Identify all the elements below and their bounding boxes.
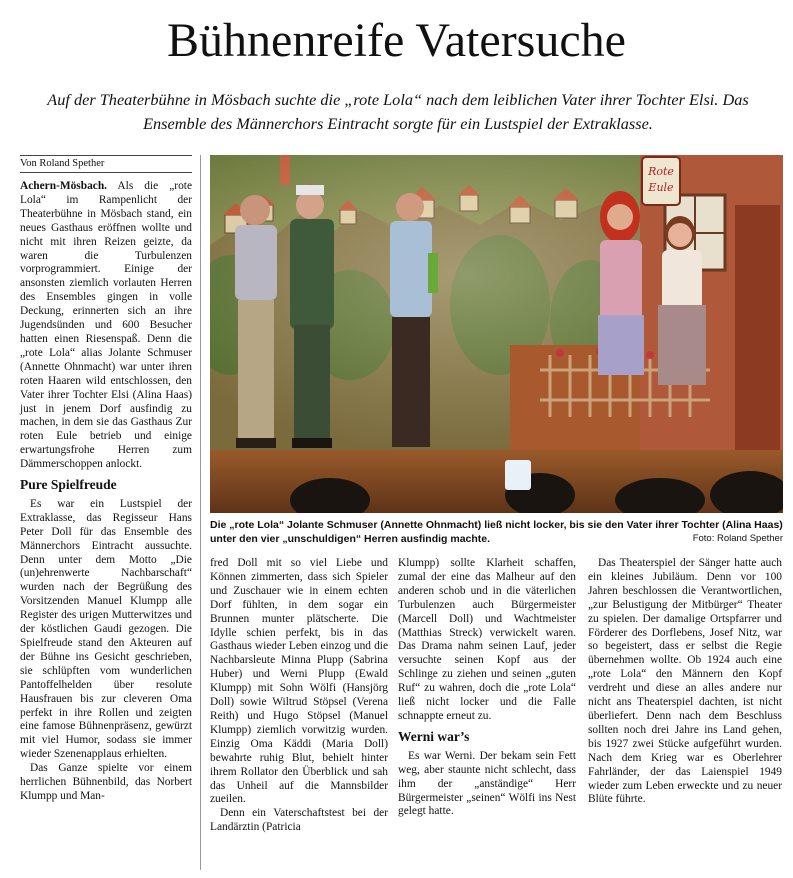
paragraph <box>20 180 192 472</box>
stage-scene-image <box>210 155 783 513</box>
photo-caption <box>210 518 783 546</box>
subtitle: Auf der Theaterbühne in Mösbach suchte die „rote Lola“ nach dem leiblichen Vater ihrer Tochter Elsi. Das Ensemble des Männerchors Eintracht sorgte für ein Lustspiel der Extraklasse. <box>47 90 749 133</box>
paragraph: Es war ein Lustspiel der Extraklasse, das Regisseur Hans Peter Doll für das Ensemble des Männerchors Eintracht aussuchte. Denn unter dem Motto „Die (un)ehrenwerte Nachbarschaft“ wurden nach der Begrüßung des Vorsitzenden Manuel Klumpp alle Register des urigen Mutterwitzes und der köstlichen Gaudi gezogen. Die Spielfreude stand den Akteuren auf der Bühne ins Gesicht geschrieben, sie schlüpften vom wunderlichen Pantoffelhelden über resolute Hausfrauen bis zur cleveren Oma perfekt in ihre Rollen und zeigten eine famose Bühnenpräsenz, gewürzt mit viel Humor, sodass sie immer wieder Szenenapplaus erhielten. <box>20 497 192 761</box>
column-2 <box>210 557 388 835</box>
paragraph: Das Ganze spielte vor einem herrlichen Bühnenbild, das Norbert Klumpp und Man- <box>20 762 192 802</box>
paragraph-text: Als die „rote Lola“ im Rampenlicht der Theaterbühne in Mösbach stand, ein neues Gasthaus eröffnen wollte und nicht mit ihren Reizen geizte, da waren die Turbulenzen vorprogrammiert. Einige der ansonsten ziemlich vorlauten Herren des Ensembles gingen in volle Deckung, erinnerten sich an ihre Jugendsünden und 600 Besucher hatten einen Riesenspaß. Denn die „rote Lola“ alias Jolante Schmuser (Annette Ohnmacht) war unter ihren roten Haaren wild entschlossen, den Vater ihrer Tochter Elsi (Alina Haas) just in jenem Dorf ausfindig zu machen, in dem sie das Gasthaus Zur roten Eule betrieb und einige erwartungsfrohe Herren zum Dämmerschoppen anlockt. <box>20 180 192 471</box>
paragraph: Klumpp) sollte Klarheit schaffen, zumal der eine das Malheur auf den anderen schob und in die väterlichen Turbulenzen auch Bürgermeister (Marcell Doll) und Wachtmeister (Matthias Streck) verwickelt waren. Das Drama nahm seinen Lauf, jeder versuchte seinen Kopf aus der Schlinge zu ziehen und seinen „guten Ruf“ zu wahren, doch die „rote Lola“ ließ nicht locker und die Falle schnappte erneut zu. <box>398 557 576 722</box>
subheading: Werni war’s <box>398 728 470 744</box>
paragraph: Das Theaterspiel der Sänger hatte auch ein kleines Jubiläum. Denn vor 100 Jahren beschlossen die Verantwortlichen, „zur Belustigung der Mitbürger“ Theater zu spielen. Der damalige Ortspfarrer und Förderer des Dorflebens, Josef Nitz, war so begeistert, dass er selbst die Regie übernehmen wollte. Ob 1924 auch eine „rote Lola“ den Männern den Kopf verdreht und diese an alles andere nur nicht ans Theaterspiel dachten, ist nicht überliefert. Denn nach dem Beschluss sollten noch drei Jahre ins Land gehen, bis 1927 zwei Stücke aufgeführt wurden. Nach dem Krieg war es Oberlehrer Fahrländer, der das Laienspiel 1949 wieder zum Leben erweckte und zu neuer Blüte führte. <box>588 557 782 806</box>
paragraph: Es war Werni. Der bekam sein Fett weg, aber staunte nicht schlecht, dass ihm der „anständige“ Herr Bürgermeister „seinen“ Wölfi ins Nest gelegt hatte. <box>398 749 576 818</box>
column-1 <box>20 180 192 804</box>
sign-word-2: Eule <box>648 181 674 194</box>
dateline: Achern-Mösbach. <box>20 180 108 192</box>
column-3 <box>398 557 576 819</box>
column-4 <box>588 557 782 807</box>
actor-left <box>235 195 277 448</box>
headline: Bühnenreife Vatersuche <box>167 14 626 67</box>
paragraph: Denn ein Vaterschaftstest bei der Landärztin (Patricia <box>210 807 388 834</box>
actor-lola <box>598 191 644 375</box>
column-divider <box>200 155 201 870</box>
author-line: Von Roland Spether <box>20 155 192 173</box>
photo-credit: Foto: Roland Spether <box>692 533 783 544</box>
stage-photo <box>210 155 783 513</box>
caption-text: Die „rote Lola“ Jolante Schmuser (Annette Ohnmacht) ließ nicht locker, bis sie den Vater ihrer Tochter (Alina Haas) unter den vier „unschuldigen“ Herren ausfindig machte. <box>210 519 783 545</box>
sign-word-1: Rote <box>648 165 674 178</box>
actor-policeman <box>290 185 334 448</box>
subheading: Pure Spielfreude <box>20 477 117 493</box>
paragraph: fred Doll mit so viel Liebe und Können zimmerten, dass sich Spieler und Zuschauer wie in einem echten Dorf fühlten, in dem sogar ein Brunnen munter plätscherte. Die Idylle schien perfekt, bis in das Gasthaus wieder Leben einzog und die Nachbarsleute Minna Plupp (Sabrina Huber) und Werni Plupp (Ewald Klumpp) mit Sohn Wölfi (Hansjörg Doll) sowie Wiltrud Stöpsel (Verena Reith) und Hugo Stöpsel (Manuel Klumpp) ziemlich vorwitzig wurden. Einzig Oma Käddi (Maria Doll) bewahrte ruhig Blut, behielt hinter ihrem Rollator den Überblick und sah das Unheil auf die Mannsbilder zueilen. <box>210 557 388 806</box>
